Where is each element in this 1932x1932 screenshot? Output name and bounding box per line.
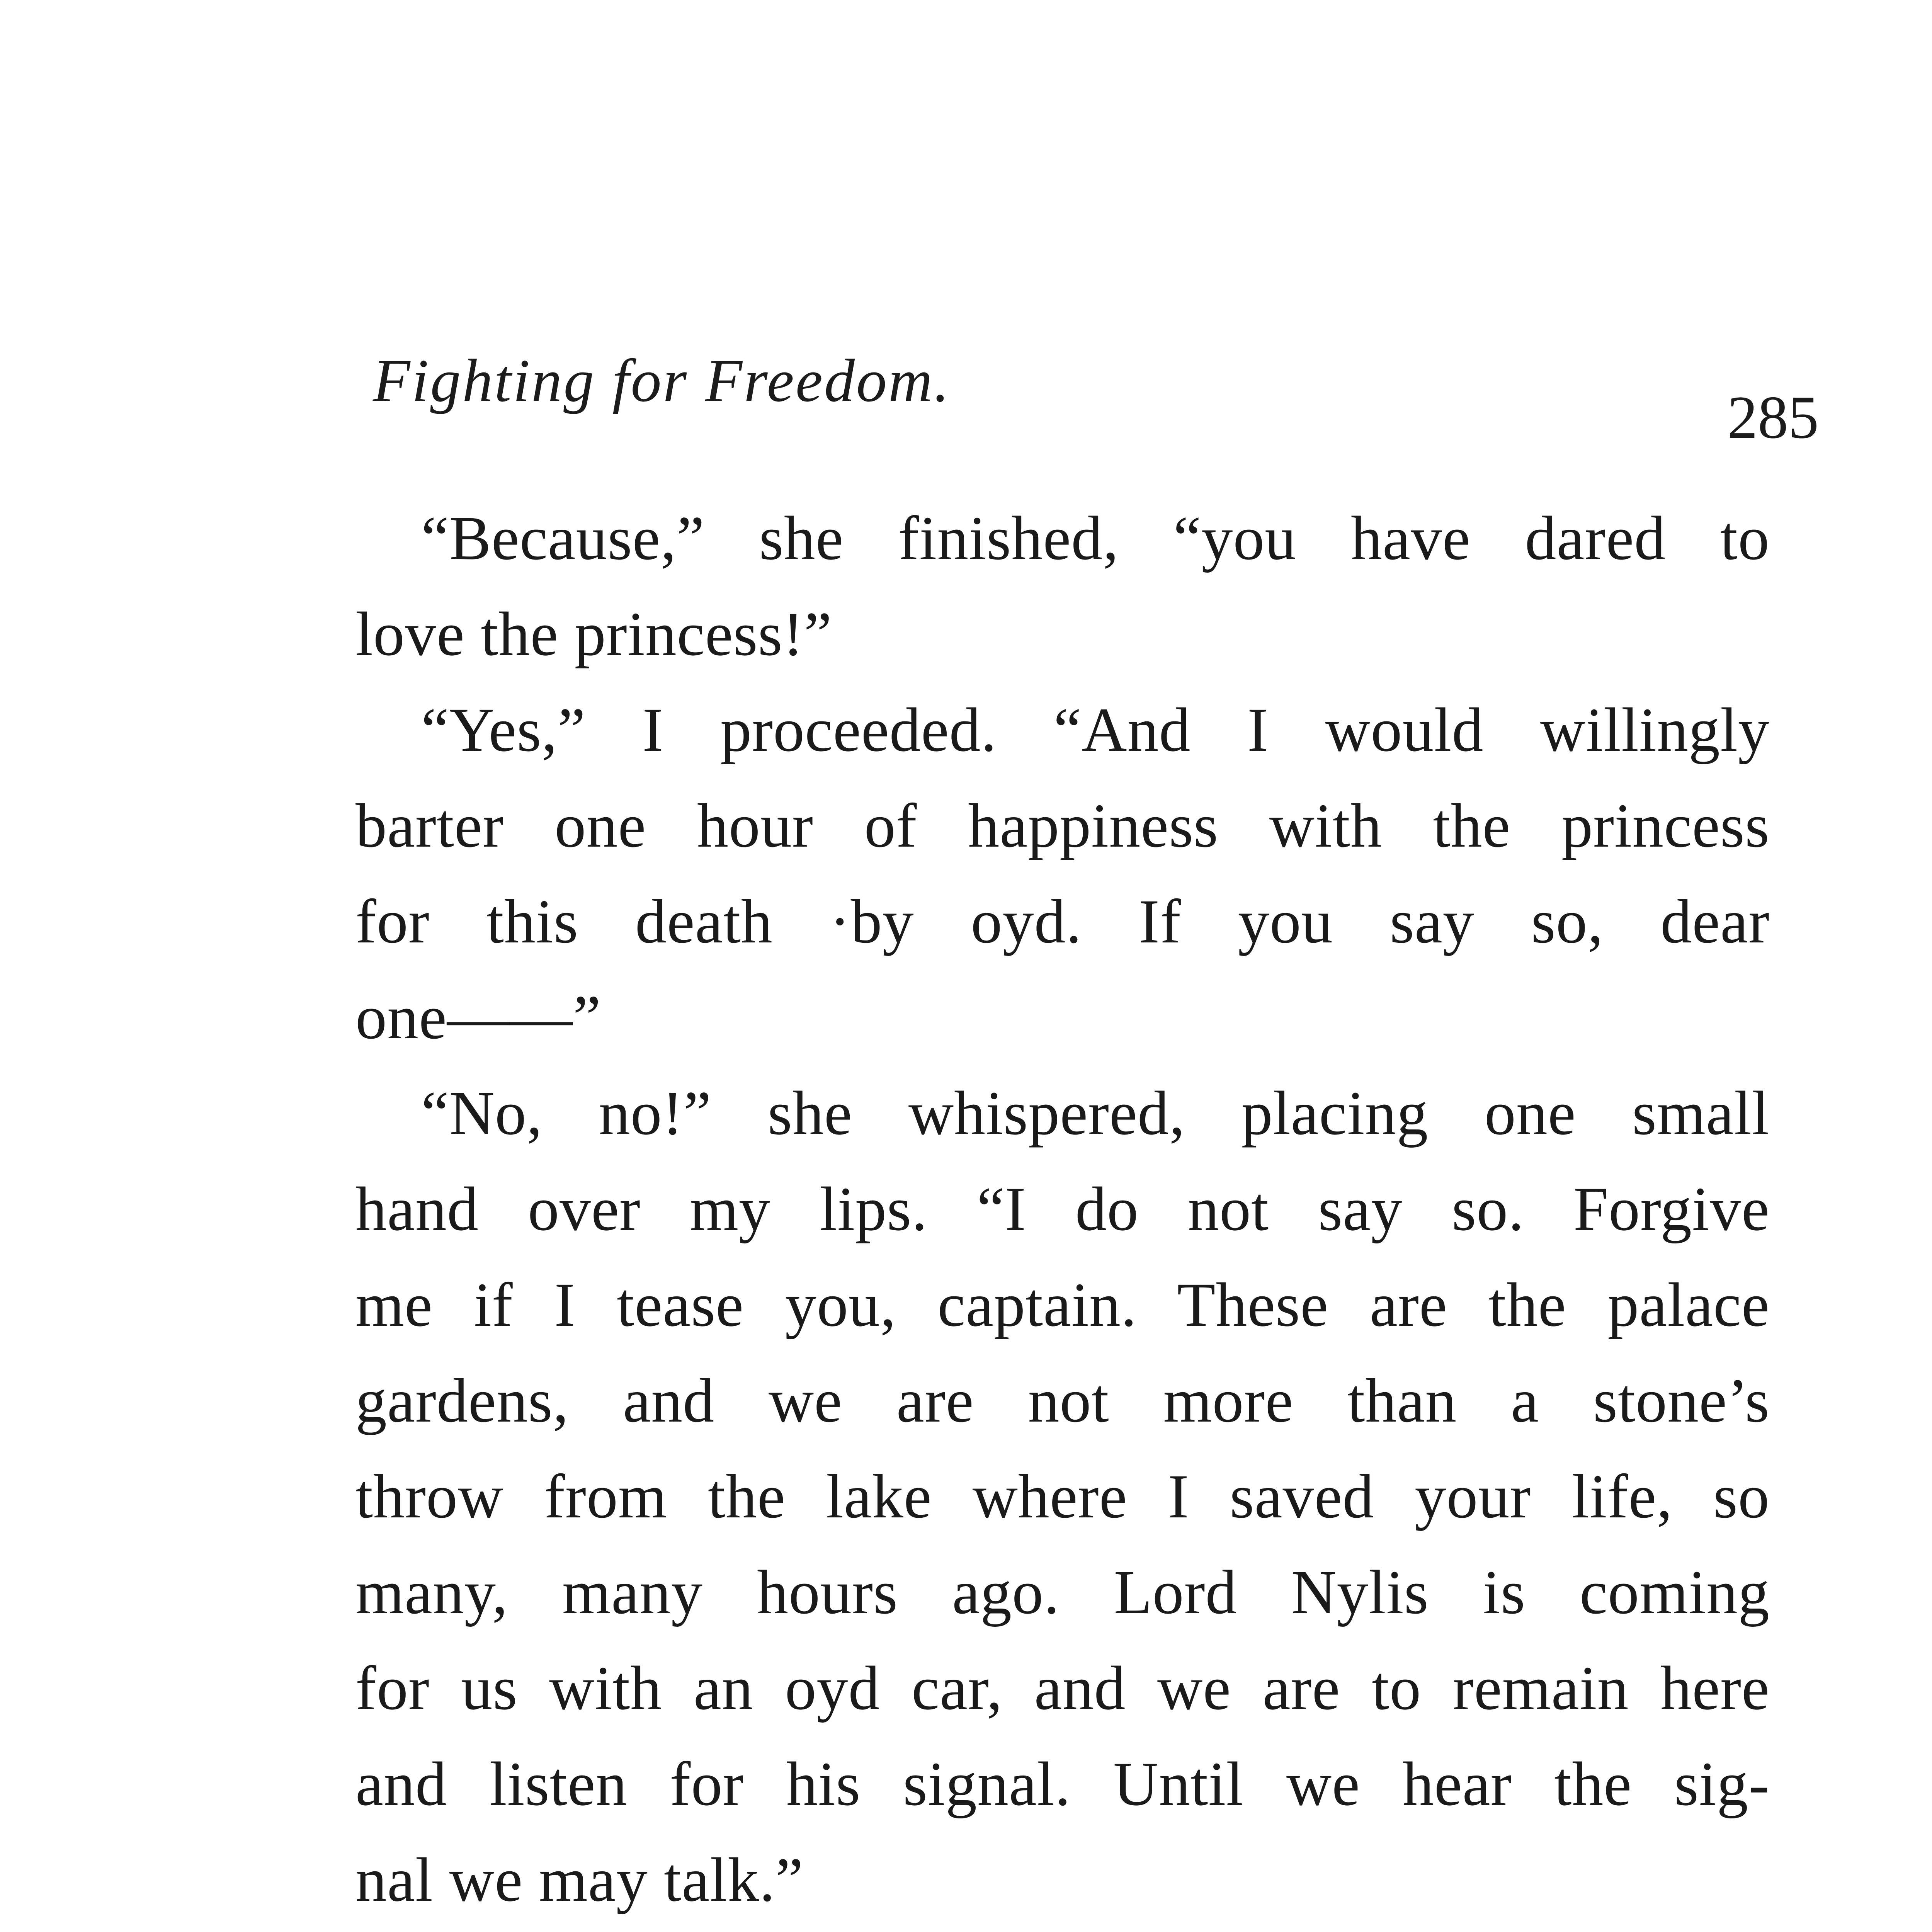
text-line: gardens, and we are not more than a stone’s <box>355 1366 1770 1435</box>
text-line: many, many hours ago. Lord Nylis is coming <box>355 1558 1770 1627</box>
text-line: hand over my lips. “I do not say so. Forgive <box>355 1175 1770 1244</box>
text-line: “Because,” she finished, “you have dared to <box>421 504 1770 573</box>
text-line: barter one hour of happiness with the princess <box>355 791 1770 861</box>
text-line: love the princess!” <box>355 600 832 669</box>
text-line: “Yes,” I proceeded. “And I would willingly <box>421 696 1770 765</box>
text-line: and listen for his signal. Until we hear the sig- <box>355 1750 1770 1819</box>
text-line: throw from the lake where I saved your life, so <box>355 1462 1770 1531</box>
text-line: “No, no!” she whispered, placing one small <box>421 1079 1770 1148</box>
text-line: for this death ·by oyd. If you say so, dear <box>355 887 1770 956</box>
text-line: nal we may talk.” <box>355 1845 804 1915</box>
body-text <box>355 491 1770 1932</box>
running-head: Fighting for Freedom. <box>373 347 951 415</box>
text-line: one——” <box>355 983 601 1052</box>
page-number: 285 <box>1727 384 1819 451</box>
text-line <box>355 1928 1770 1932</box>
text-line: for us with an oyd car, and we are to remain here <box>355 1654 1770 1723</box>
text-line: me if I tease you, captain. These are the palace <box>355 1270 1770 1340</box>
